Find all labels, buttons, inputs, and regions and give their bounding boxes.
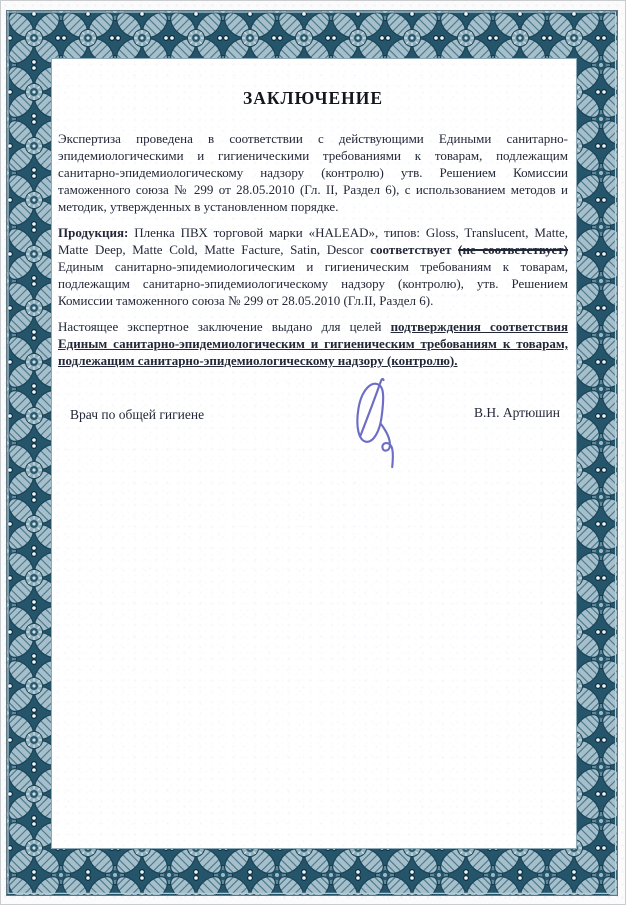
paragraph-production: Продукция: Пленка ПВХ торговой марки «HALEAD», типов: Gloss, Translucent, Matte, Matte Deep, Matte Cold, Matte Facture, Satin, Descor соответствует (не соответствует) Единым санитарно-эпидемиологическим и гигиеническим требованиям к товарам, подлежащим санитарно-эпидемиологическому надзору (контролю), утв. Решением Комиссии таможенного союза № 299 от 28.05.2010 (Гл.II, Раздел 6). bbox=[58, 225, 568, 308]
signer-name-label: В.Н. Артюшин bbox=[473, 405, 560, 420]
document-paper bbox=[51, 58, 577, 849]
signature-block bbox=[58, 375, 568, 495]
paragraph-purpose: Настоящее экспертное заключение выдано для целей подтверждения соответствия Единым санитарно-эпидемиологическим и гигиеническим требованиям к товарам, подлежащим санитарно-эпидемиологическому надзору (контролю). bbox=[58, 319, 569, 368]
paragraph-expertise: Экспертиза проведена в соответствии с действующими Едиными санитарно-эпидемиологическими и гигиеническими требованиями к товарам, подлежащим санитарно-эпидемиологическому надзору (контролю) утв. Решением Комиссии таможенного союза № 299 от 28.05.2010 (Гл. II, Раздел 6), с использованием методов и методик, утвержденных в установленном порядке. bbox=[58, 131, 568, 214]
signature-scribble bbox=[336, 375, 424, 471]
signer-position-label: Врач по общей гигиене bbox=[70, 407, 205, 422]
document-title: ЗАКЛЮЧЕНИЕ bbox=[242, 88, 384, 108]
